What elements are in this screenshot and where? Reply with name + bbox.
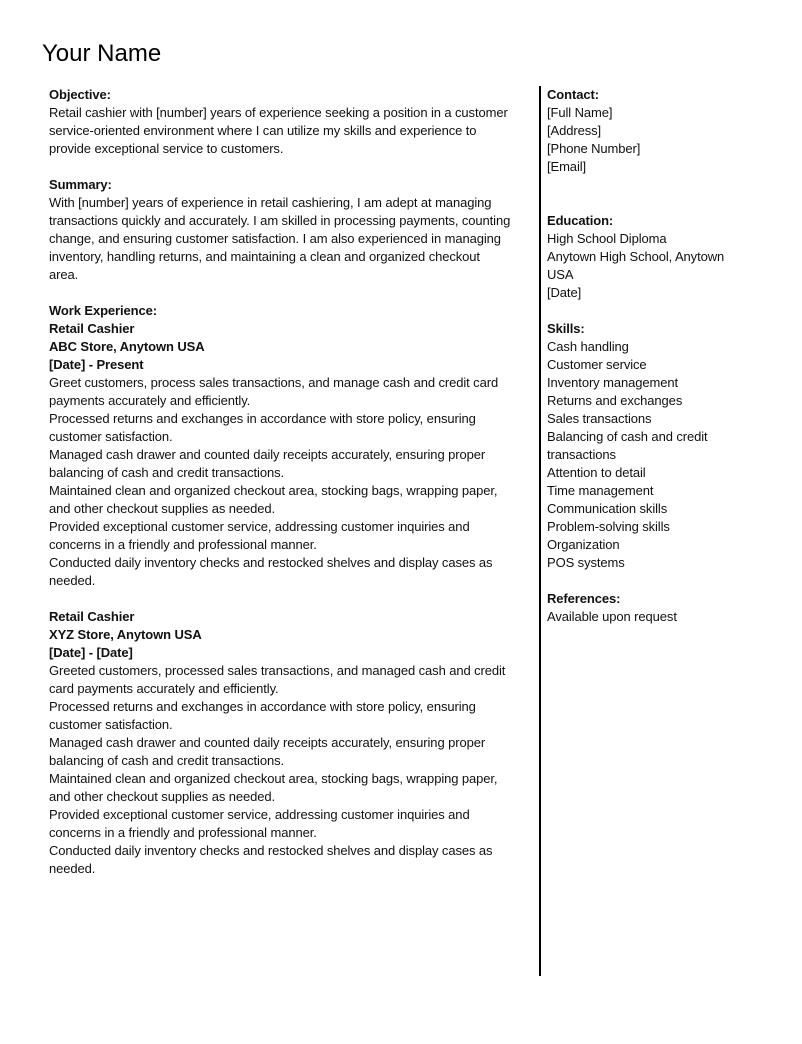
job-entry <box>49 608 537 878</box>
summary-heading: Summary: <box>49 177 112 192</box>
job-duty-line: customer satisfaction. <box>49 717 173 732</box>
job-entry <box>49 320 537 608</box>
job-duty-line: and other checkout supplies as needed. <box>49 501 276 516</box>
main-column <box>49 86 537 878</box>
job-duty <box>49 698 537 734</box>
contact-line: [Email] <box>547 159 587 174</box>
job-duty <box>49 410 537 446</box>
contact-line: [Full Name] <box>547 105 613 120</box>
contact-line: [Address] <box>547 123 602 138</box>
job-duty-line: Conducted daily inventory checks and restocked shelves and display cases as <box>49 843 493 858</box>
sidebar-column <box>547 86 787 626</box>
skills-line: Problem-solving skills <box>547 519 670 534</box>
summary-line: With [number] years of experience in retail cashiering, I am adept at managing <box>49 195 492 210</box>
work-experience-heading: Work Experience: <box>49 303 157 318</box>
job-duty-line: concerns in a friendly and professional manner. <box>49 537 317 552</box>
education-line: USA <box>547 267 574 282</box>
skills-line: Time management <box>547 483 654 498</box>
skills-line: Balancing of cash and credit <box>547 429 708 444</box>
job-duty-line: customer satisfaction. <box>49 429 173 444</box>
job-duty-line: Conducted daily inventory checks and restocked shelves and display cases as <box>49 555 493 570</box>
job-duty-line: needed. <box>49 861 96 876</box>
job-duty-line: Provided exceptional customer service, addressing customer inquiries and <box>49 519 470 534</box>
job-duty-line: Maintained clean and organized checkout area, stocking bags, wrapping paper, <box>49 771 498 786</box>
job-duty <box>49 554 537 590</box>
job-duty-line: card payments accurately and efficiently. <box>49 681 279 696</box>
job-duty-line: Provided exceptional customer service, addressing customer inquiries and <box>49 807 470 822</box>
job-duty <box>49 770 537 806</box>
objective-line: provide exceptional service to customers. <box>49 141 284 156</box>
job-duty-line: Maintained clean and organized checkout area, stocking bags, wrapping paper, <box>49 483 498 498</box>
job-title: Retail Cashier <box>49 321 135 336</box>
job-dates: [Date] - Present <box>49 357 144 372</box>
resume-name: Your Name <box>42 40 162 67</box>
skills-line: transactions <box>547 447 616 462</box>
job-company: ABC Store, Anytown USA <box>49 339 205 354</box>
job-duty-line: and other checkout supplies as needed. <box>49 789 276 804</box>
summary-line: change, and ensuring customer satisfaction. I am also experienced in managing <box>49 231 501 246</box>
section-summary <box>49 176 537 302</box>
references-line: Available upon request <box>547 609 677 624</box>
section-contact <box>547 86 787 194</box>
job-duty-line: balancing of cash and credit transactions. <box>49 465 284 480</box>
objective-line: service-oriented environment where I can utilize my skills and experience to <box>49 123 477 138</box>
job-duty <box>49 806 537 842</box>
job-duty <box>49 734 537 770</box>
job-duty-line: needed. <box>49 573 96 588</box>
job-duty-line: Managed cash drawer and counted daily receipts accurately, ensuring proper <box>49 447 486 462</box>
contact-heading: Contact: <box>547 87 599 102</box>
objective-line: Retail cashier with [number] years of experience seeking a position in a customer <box>49 105 508 120</box>
references-heading: References: <box>547 591 621 606</box>
job-company: XYZ Store, Anytown USA <box>49 627 202 642</box>
education-line: Anytown High School, Anytown <box>547 249 725 264</box>
column-divider <box>539 86 541 976</box>
job-duty-line: Greet customers, process sales transactions, and manage cash and credit card <box>49 375 499 390</box>
job-duty <box>49 518 537 554</box>
job-duty <box>49 374 537 410</box>
summary-line: transactions quickly and accurately. I am skilled in processing payments, counting <box>49 213 511 228</box>
summary-line: area. <box>49 267 79 282</box>
job-duty <box>49 842 537 878</box>
job-duty <box>49 662 537 698</box>
job-duty <box>49 446 537 482</box>
skills-line: Inventory management <box>547 375 678 390</box>
section-work-experience <box>49 302 537 878</box>
skills-line: Sales transactions <box>547 411 652 426</box>
skills-line: POS systems <box>547 555 625 570</box>
job-title: Retail Cashier <box>49 609 135 624</box>
job-duty-line: concerns in a friendly and professional manner. <box>49 825 317 840</box>
contact-line: [Phone Number] <box>547 141 641 156</box>
summary-line: inventory, handling returns, and maintaining a clean and organized checkout <box>49 249 480 264</box>
section-objective <box>49 86 537 176</box>
objective-heading: Objective: <box>49 87 111 102</box>
job-duty <box>49 482 537 518</box>
section-skills <box>547 320 787 590</box>
skills-line: Cash handling <box>547 339 629 354</box>
job-duty-line: balancing of cash and credit transactions. <box>49 753 284 768</box>
skills-line: Communication skills <box>547 501 668 516</box>
job-duty-line: Processed returns and exchanges in accordance with store policy, ensuring <box>49 411 476 426</box>
skills-line: Organization <box>547 537 620 552</box>
section-references <box>547 590 787 626</box>
skills-line: Attention to detail <box>547 465 646 480</box>
education-line: High School Diploma <box>547 231 667 246</box>
job-duty-line: Processed returns and exchanges in accordance with store policy, ensuring <box>49 699 476 714</box>
skills-heading: Skills: <box>547 321 585 336</box>
skills-line: Returns and exchanges <box>547 393 683 408</box>
job-duty-line: Greeted customers, processed sales transactions, and managed cash and credit <box>49 663 506 678</box>
job-dates: [Date] - [Date] <box>49 645 133 660</box>
job-duty-line: payments accurately and efficiently. <box>49 393 251 408</box>
job-duty-line: Managed cash drawer and counted daily receipts accurately, ensuring proper <box>49 735 486 750</box>
education-line: [Date] <box>547 285 582 300</box>
skills-line: Customer service <box>547 357 647 372</box>
section-education <box>547 212 787 320</box>
education-heading: Education: <box>547 213 614 228</box>
